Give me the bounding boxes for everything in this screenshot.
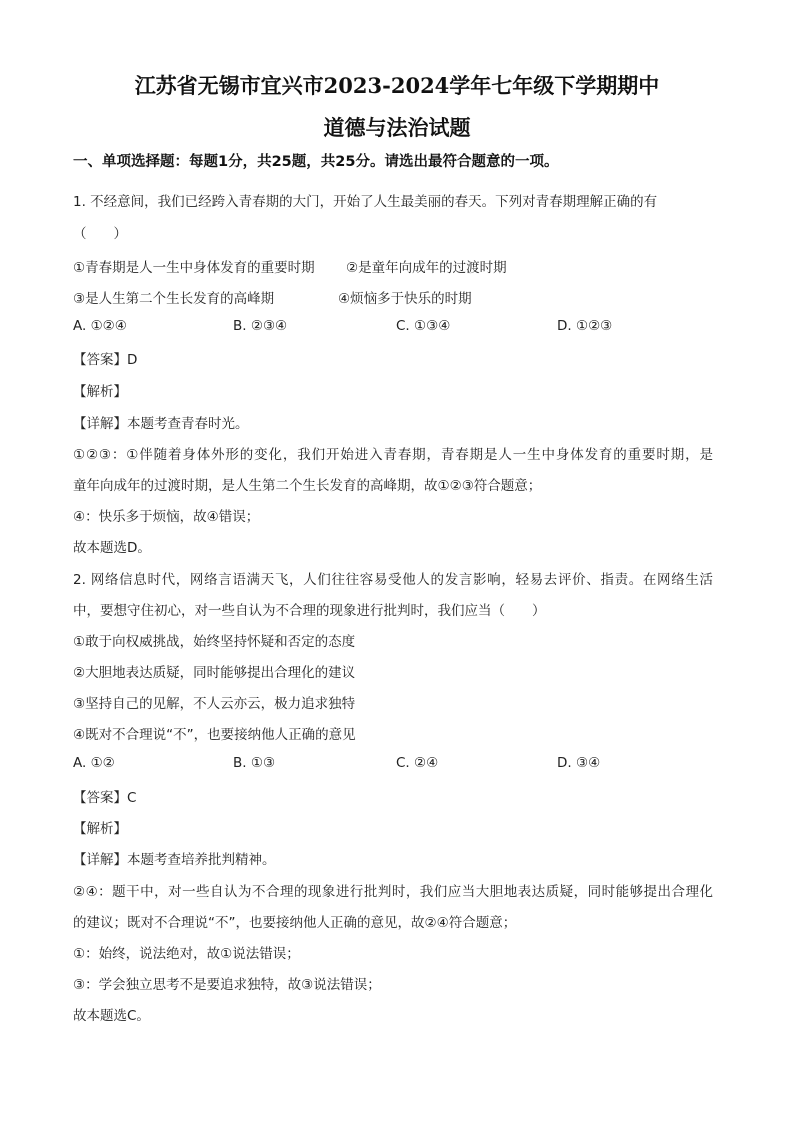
q2-option-b: B. ①③ bbox=[233, 755, 276, 771]
q2-explanation-line1: ②④：题干中，对一些自认为不合理的现象进行批判时，我们应当大胆地表达质疑，同时能够提出合理化 bbox=[73, 884, 713, 900]
q2-statement-2: ②大胆地表达质疑，同时能够提出合理化的建议 bbox=[73, 665, 356, 681]
q1-detail: 【详解】本题考查青春时光。 bbox=[73, 416, 249, 432]
q2-stem-line2: 中，要想守住初心，对一些自认为不合理的现象进行批判时，我们应当（ ） bbox=[73, 603, 546, 619]
q2-conclusion: 故本题选C。 bbox=[73, 1008, 150, 1024]
q2-option-a: A. ①② bbox=[73, 755, 115, 771]
document-subtitle: 道德与法治试题 bbox=[323, 115, 471, 140]
section-heading: 一、单项选择题：每题1分，共25题，共25分。请选出最符合题意的一项。 bbox=[73, 154, 559, 170]
q1-option-c: C. ①③④ bbox=[396, 318, 451, 334]
q1-explanation-line2: 童年向成年的过渡时期，是人生第二个生长发育的高峰期，故①②③符合题意； bbox=[73, 478, 542, 494]
q2-explanation-2: ①：始终，说法绝对，故①说法错误； bbox=[73, 946, 300, 962]
q1-statement-1: ①青春期是人一生中身体发育的重要时期 bbox=[73, 260, 315, 276]
q1-option-b: B. ②③④ bbox=[233, 318, 288, 334]
q2-detail: 【详解】本题考查培养批判精神。 bbox=[73, 852, 276, 868]
q2-statement-4: ④既对不合理说“不”，也要接纳他人正确的意见 bbox=[73, 727, 356, 743]
q1-answer: 【答案】D bbox=[73, 352, 138, 368]
q2-option-c: C. ②④ bbox=[396, 755, 439, 771]
q1-explanation-line1: ①②③：①伴随着身体外形的变化，我们开始进入青春期，青春期是人一生中身体发育的重要时期，是 bbox=[73, 447, 713, 463]
q2-explanation-line2: 的建议；既对不合理说“不”，也要接纳他人正确的意见，故②④符合题意； bbox=[73, 915, 517, 931]
q1-option-a: A. ①②④ bbox=[73, 318, 127, 334]
q2-explanation-3: ③：学会独立思考不是要追求独特，故③说法错误； bbox=[73, 977, 381, 993]
q1-stem-line2: （ ） bbox=[73, 226, 127, 242]
q1-explanation-2: ④：快乐多于烦恼，故④错误； bbox=[73, 509, 260, 525]
q1-conclusion: 故本题选D。 bbox=[73, 540, 151, 556]
q2-statement-1: ①敢于向权威挑战，始终坚持怀疑和否定的态度 bbox=[73, 634, 356, 650]
q2-stem-line1: 2. 网络信息时代，网络言语满天飞，人们往往容易受他人的发言影响，轻易去评价、指责。在网络生活 bbox=[73, 572, 713, 588]
q1-statement-3: ③是人生第二个生长发育的高峰期 bbox=[73, 291, 275, 307]
q2-analysis-label: 【解析】 bbox=[73, 821, 127, 837]
document-title: 江苏省无锡市宜兴市2023-2024学年七年级下学期期中 bbox=[134, 73, 660, 98]
q1-statement-2: ②是童年向成年的过渡时期 bbox=[346, 260, 507, 276]
q2-statement-3: ③坚持自己的见解，不人云亦云，极力追求独特 bbox=[73, 696, 356, 712]
q1-stem-line1: 1. 不经意间，我们已经跨入青春期的大门，开始了人生最美丽的春天。下列对青春期理解正确的有 bbox=[73, 194, 658, 210]
q1-analysis-label: 【解析】 bbox=[73, 384, 127, 400]
q2-option-d: D. ③④ bbox=[557, 755, 601, 771]
q1-statement-4: ④烦恼多于快乐的时期 bbox=[338, 291, 472, 307]
q1-option-d: D. ①②③ bbox=[557, 318, 613, 334]
q2-answer: 【答案】C bbox=[73, 790, 137, 806]
